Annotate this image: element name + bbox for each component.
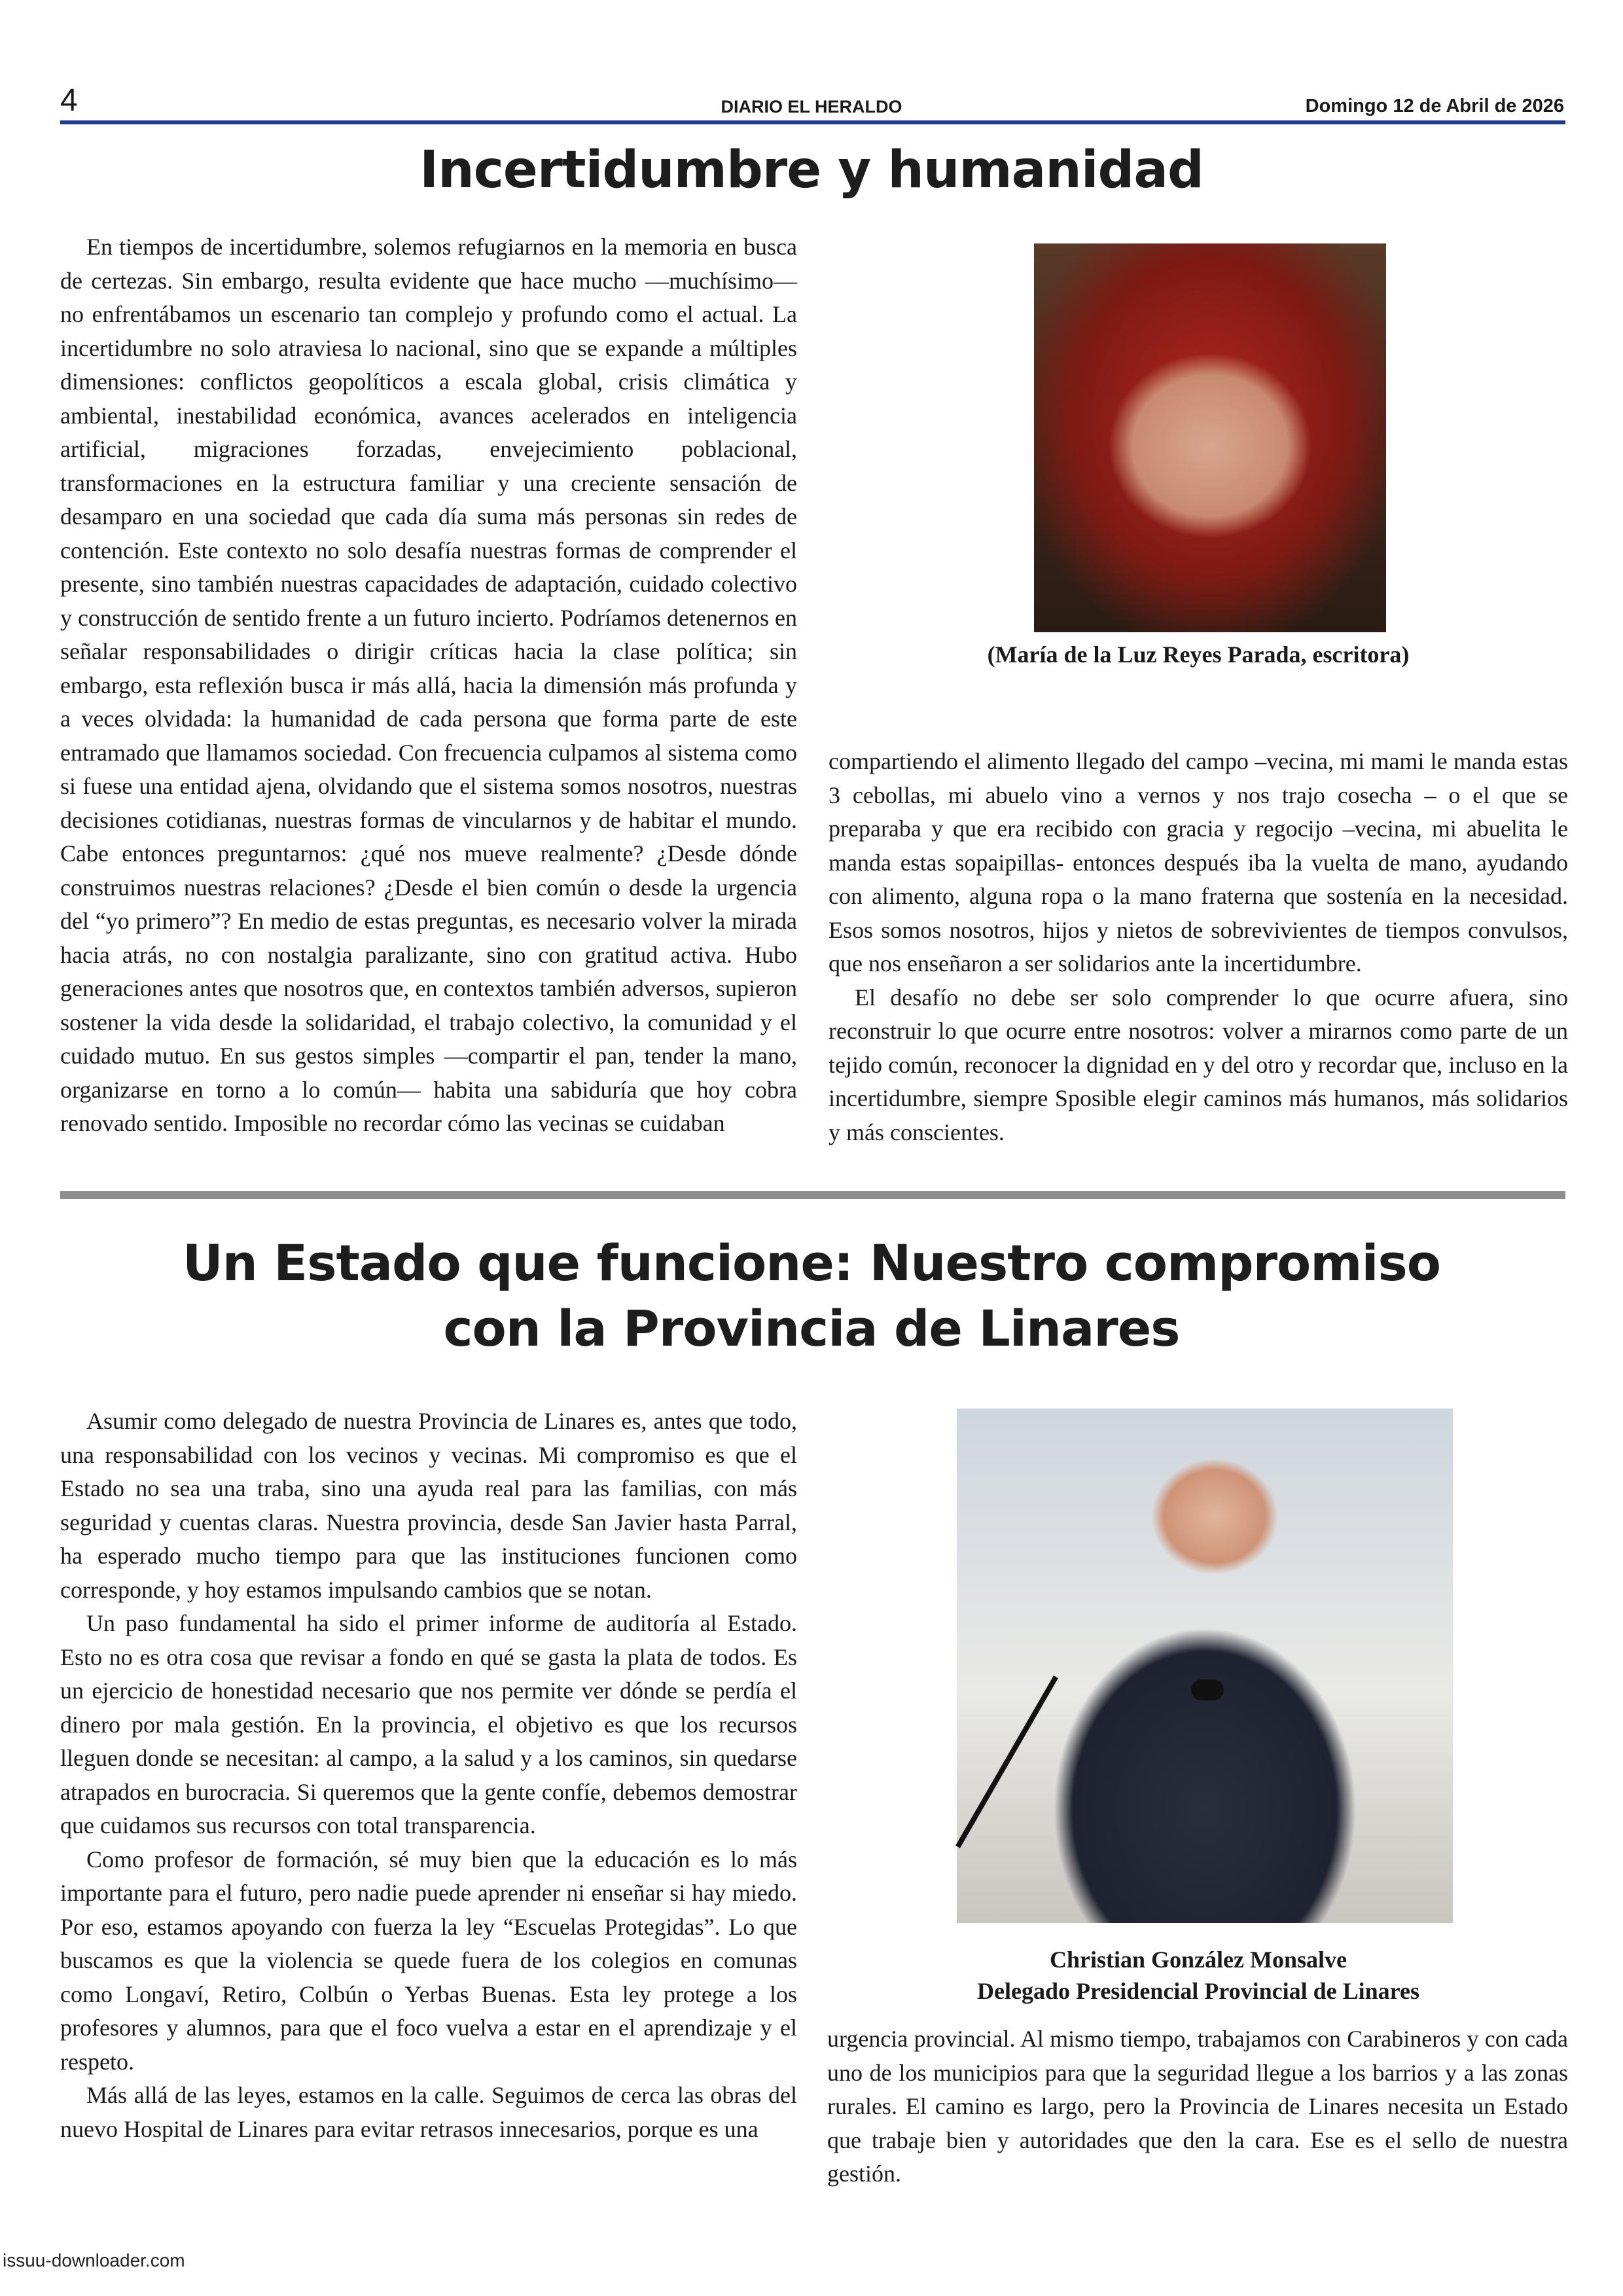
photo-caption <box>829 1944 1568 2007</box>
article-paragraph: compartiendo el alimento llegado del campo –vecina, mi mami le manda estas 3 cebollas, mi abuelo vino a vernos y nos trajo cosecha – o el que se preparaba y que era recibido con gracia y regocijo –vecina, mi abuelita le manda estas sopaipillas- entonces después iba la vuelta de mano, ayudando con alimento, alguna ropa o la mano fraterna que sostenía en la necesidad. Esos somos nosotros, hijos y nietos de sobrevivientes de tiempos convulsos, que nos enseñaron a ser solidarios ante la incertidumbre. <box>829 748 1568 977</box>
issue-date: Domingo 12 de Abril de 2026 <box>1305 96 1564 117</box>
article-column-right <box>829 745 1568 1149</box>
caption-role: Delegado Presidencial Provincial de Linares <box>977 1978 1419 2004</box>
article-paragraph: urgencia provincial. Al mismo tiempo, trabajamos con Carabineros y con cada uno de los municipios para que la seguridad llegue a los barrios y a las zonas rurales. El camino es largo, pero la Provincia de Linares necesita un Estado que trabaje bien y autoridades que den la cara. Ese es el sello de nuestra gestión. <box>827 2026 1568 2187</box>
delegate-portrait <box>957 1408 1453 1923</box>
microphone-icon <box>1191 1679 1224 1700</box>
article-title-line: Un Estado que funcione: Nuestro compromiso <box>183 1234 1440 1292</box>
article-title <box>0 1230 1623 1361</box>
article-paragraph: Asumir como delegado de nuestra Provincia de Linares es, antes que todo, una responsabilidad con los vecinos y vecinas. Mi compromiso es que el Estado no sea una traba, sino una ayuda real para las familias, con más seguridad y cuentas claras. Nuestra provincia, desde San Javier hasta Parral, ha esperado mucho tiempo para que las instituciones funcionen como corresponde, y hoy estamos impulsando cambios que se notan. <box>60 1408 797 1603</box>
article-column-right <box>827 2022 1568 2191</box>
article-title-line: con la Provincia de Linares <box>443 1299 1180 1357</box>
article-paragraph: Más allá de las leyes, estamos en la calle. Seguimos de cerca las obras del nuevo Hospital de Linares para evitar retrasos innecesarios, porque es una <box>60 2082 797 2142</box>
article-paragraph: Como profesor de formación, sé muy bien que la educación es lo más importante para el futuro, pero nadie puede aprender ni enseñar si hay miedo. Por eso, estamos apoyando con fuerza la ley “Escuelas Protegidas”. Lo que buscamos es que la violencia se quede fuera de los colegios en comunas como Longaví, Retiro, Colbún o Yerbas Buenas. Esta ley protege a los profesores y alumnos, para que el foco vuelva a estar en el aprendizaje y el respeto. <box>60 1846 797 2075</box>
article-paragraph: En tiempos de incertidumbre, solemos refugiarnos en la memoria en busca de certezas. Sin embargo, resulta evidente que hace mucho —muchísimo— no enfrentábamos un escenario tan complejo y profundo como el actual. La incertidumbre no solo atraviesa lo nacional, sino que se expande a múltiples dimensiones: conflictos geopolíticos a escala global, crisis climática y ambiental, inestabilidad económica, avances acelerados en inteligencia artificial, migraciones forzadas, envejecimiento poblacional, transformaciones en la estructura familiar y una creciente sensación de desamparo en una sociedad que cada día suma más personas sin redes de contención. Este contexto no solo desafía nuestras formas de comprender el presente, sino también nuestras capacidades de adaptación, cuidado colectivo y construcción de sentido frente a un futuro incierto. Podríamos detenernos en señalar responsabilidades o dirigir críticas hacia la clase política; sin embargo, esta reflexión busca ir más allá, hacia la dimensión más profunda y a veces olvidada: la humanidad de cada persona que forma parte de este entramado que llamamos sociedad. Con frecuencia culpamos al sistema como si fuese una entidad ajena, olvidando que el sistema somos nosotros, nuestras decisiones cotidianas, nuestras formas de vincularnos y de habitar el mundo. Cabe entonces preguntarnos: ¿qué nos mueve realmente? ¿Desde dónde construimos nuestras relaciones? ¿Desde el bien común o desde la urgencia del “yo primero”? En medio de estas preguntas, es necesario volver la mirada hacia atrás, no con nostalgia paralizante, sino con gratitud activa. Hubo generaciones antes que nosotros que, en contextos también adversos, supieron sostener la vida desde la solidaridad, el trabajo colectivo, la comunidad y el cuidado mutuo. En sus gestos simples —compartir el pan, tender la mano, organizarse en torno a lo común— habita una sabiduría que hoy cobra renovado sentido. Imposible no recordar cómo las vecinas se cuidaban <box>60 234 797 1136</box>
author-portrait <box>1034 243 1386 632</box>
article-column-left <box>60 1405 797 2146</box>
page-number: 4 <box>60 83 78 118</box>
photo-caption: (María de la Luz Reyes Parada, escritora) <box>987 641 1410 668</box>
article-paragraph: El desafío no debe ser solo comprender lo que ocurre afuera, sino reconstruir lo que ocurre entre nosotros: volver a mirarnos como parte de un tejido común, reconocer la dignidad en y del otro y recordar que, incluso en la incertidumbre, siempre Sposible elegir caminos más humanos, más solidarios y más conscientes. <box>829 984 1568 1145</box>
header-divider <box>60 120 1565 124</box>
caption-name: Christian González Monsalve <box>1050 1946 1347 1973</box>
article-paragraph: Un paso fundamental ha sido el primer informe de auditoría al Estado. Esto no es otra cosa que revisar a fondo en qué se gasta la plata de todos. Es un ejercicio de honestidad necesario que nos permite ver dónde se perdía el dinero por mala gestión. En la provincia, el objetivo es que los recursos lleguen donde se necesitan: al campo, a la salud y a los caminos, sin quedarse atrapados en burocracia. Si queremos que la gente confíe, debemos demostrar que cuidamos sus recursos con total transparencia. <box>60 1610 797 1839</box>
article-title: Incertidumbre y humanidad <box>419 141 1204 200</box>
newspaper-name: DIARIO EL HERALDO <box>721 97 902 117</box>
article-column-left <box>60 230 797 1141</box>
section-divider <box>60 1191 1565 1199</box>
source-watermark: issuu-downloader.com <box>3 2250 185 2270</box>
